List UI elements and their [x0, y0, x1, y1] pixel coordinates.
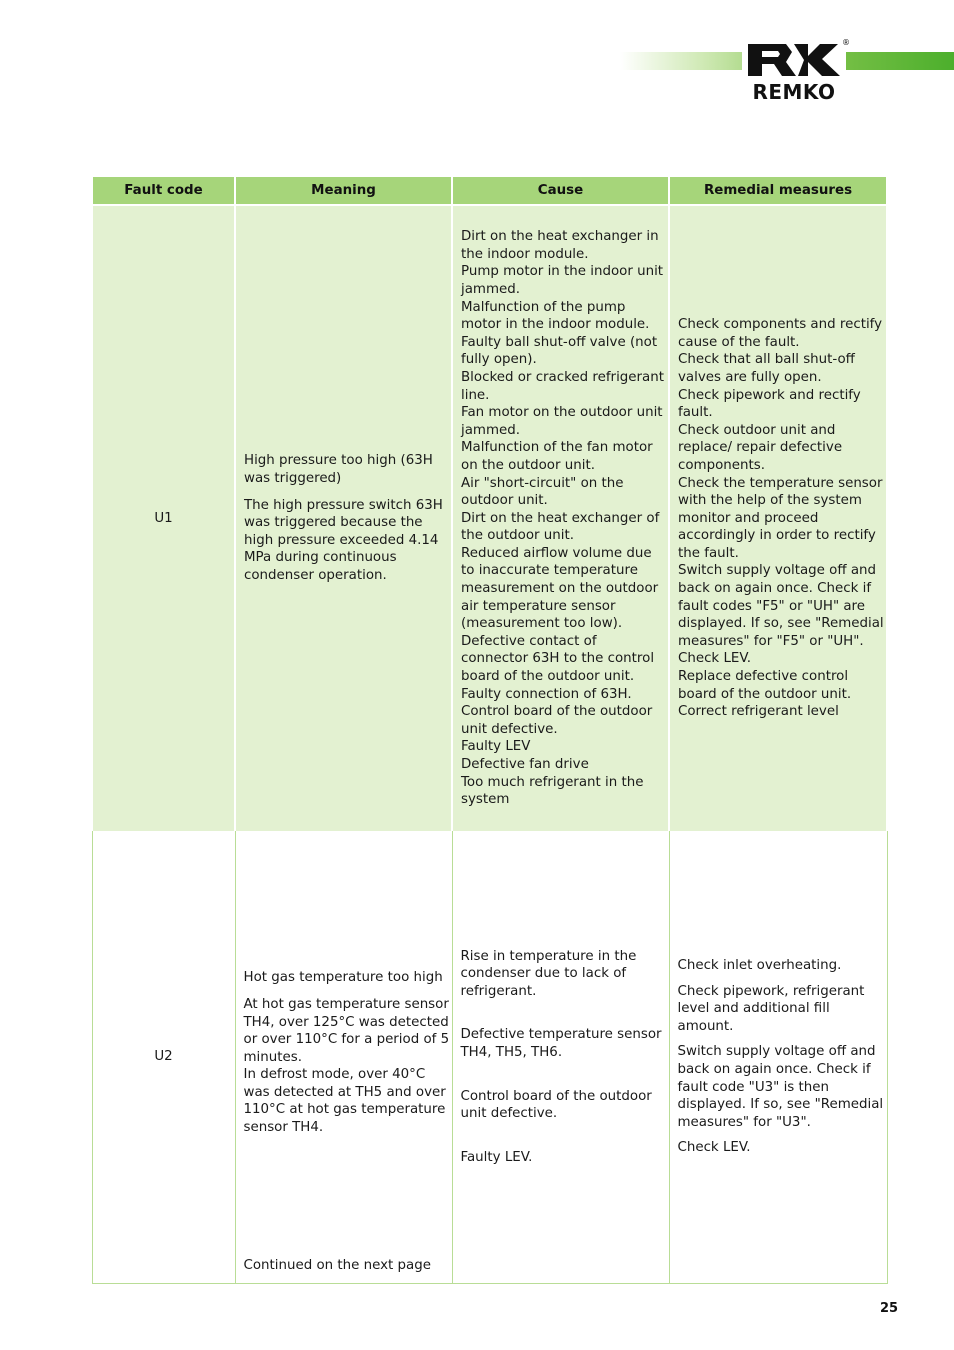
fault-code-table [91, 177, 888, 1284]
cause-line: Faulty ball shut-off valve (not fully open). [461, 334, 658, 368]
fault-code-cell: U2 [92, 831, 235, 1284]
remedy-line: Replace defective control board of the outdoor unit. [678, 669, 852, 702]
remedy-line: Check pipework, refrigerant level and additional fill amount. [677, 983, 865, 1034]
cause-line: Dirt on the heat exchanger in the indoor module. [461, 229, 659, 262]
meaning-cell [235, 205, 452, 831]
page-number: 25 [880, 1301, 899, 1316]
column-header-remedial-measures: Remedial measures [669, 177, 887, 205]
remedy-line: Switch supply voltage off and back on again once. Check if fault code "U3" is then displayed. If so, see "Remedial measures" for "U3". [677, 1044, 884, 1130]
cause-line: Pump motor in the indoor unit jammed. [461, 264, 664, 297]
cause-line: Defective temperature sensor TH4, TH5, TH6. [460, 1027, 662, 1060]
fault-code-cell: U1 [92, 205, 235, 831]
column-header-cause: Cause [452, 177, 669, 205]
table-row [92, 205, 887, 831]
column-header-meaning: Meaning [235, 177, 452, 205]
cause-line: Control board of the outdoor unit defective. [461, 704, 653, 737]
column-header-fault-code: Fault code [92, 177, 235, 205]
table-row [92, 831, 887, 1284]
cause-line: Dirt on the heat exchanger of the outdoor unit. [461, 510, 660, 544]
remedy-line: Check the temperature sensor with the help of the system monitor and proceed accordingly in order to rectify the fault. [678, 475, 883, 561]
meaning-text: In defrost mode, over 40°C was detected at TH5 and over 110°C at hot gas temperature sensor TH4. [243, 1067, 446, 1136]
cause-line: Faulty LEV. [460, 1149, 533, 1165]
cause-line: Faulty connection of 63H. [461, 686, 632, 702]
meaning-title: Hot gas temperature too high [243, 970, 443, 986]
remedy-line: Check LEV. [677, 1140, 751, 1156]
cause-line: Faulty LEV [461, 739, 531, 755]
meaning-text: At hot gas temperature sensor TH4, over 125°C was detected or over 110°C for a period of 5 minutes. [243, 996, 450, 1065]
remedy-line: Check inlet overheating. [677, 958, 842, 974]
logo-text: REMKO [752, 80, 836, 104]
remedy-cell [669, 205, 887, 831]
meaning-title: High pressure too high (63H was triggered) [244, 453, 433, 487]
meaning-text: The high pressure switch 63H was triggered because the high pressure exceeded 4.14 MPa during continuous condenser operation. [244, 497, 443, 583]
remko-logo-mark-icon [742, 40, 846, 80]
remedy-line: Check LEV. [678, 651, 752, 667]
remedy-line: Check that all ball shut-off valves are fully open. [678, 352, 855, 385]
cause-line: Rise in temperature in the condenser due to lack of refrigerant. [460, 948, 637, 999]
remedy-line: Check outdoor unit and replace/ repair defective components. [678, 422, 843, 473]
cause-cell [452, 831, 669, 1284]
registered-mark: ® [842, 38, 850, 47]
remko-logo [742, 38, 850, 104]
remedy-line: Check components and rectify cause of the fault. [678, 317, 883, 350]
cause-line: Defective fan drive [461, 757, 589, 773]
cause-line: Defective contact of connector 63H to the control board of the outdoor unit. [461, 633, 655, 685]
remedy-line: Correct refrigerant level [678, 704, 839, 720]
cause-line: Control board of the outdoor unit defective. [460, 1088, 652, 1122]
cause-line: Blocked or cracked refrigerant line. [461, 369, 664, 403]
remedy-line: Switch supply voltage off and back on again once. Check if fault codes "F5" or "UH" are displayed. If so, see "Remedial measures" for "F5" or "UH". [678, 563, 884, 649]
continued-note: Continued on the next page [243, 1258, 432, 1274]
cause-line: Malfunction of the fan motor on the outdoor unit. [461, 440, 653, 473]
cause-line: Fan motor on the outdoor unit jammed. [461, 405, 663, 438]
remedy-line: Check pipework and rectify fault. [678, 387, 861, 421]
table-header-row [92, 177, 887, 205]
cause-line: Reduced airflow volume due to inaccurate temperature measurement on the outdoor air temperature sensor (measurement too low). [461, 545, 659, 632]
cause-cell [452, 205, 669, 831]
cause-line: Too much refrigerant in the system [461, 774, 644, 808]
cause-line: Air "short-circuit" on the outdoor unit. [461, 475, 624, 509]
cause-line: Malfunction of the pump motor in the indoor module. [461, 299, 650, 333]
remedy-cell [669, 831, 887, 1284]
meaning-cell [235, 831, 452, 1284]
